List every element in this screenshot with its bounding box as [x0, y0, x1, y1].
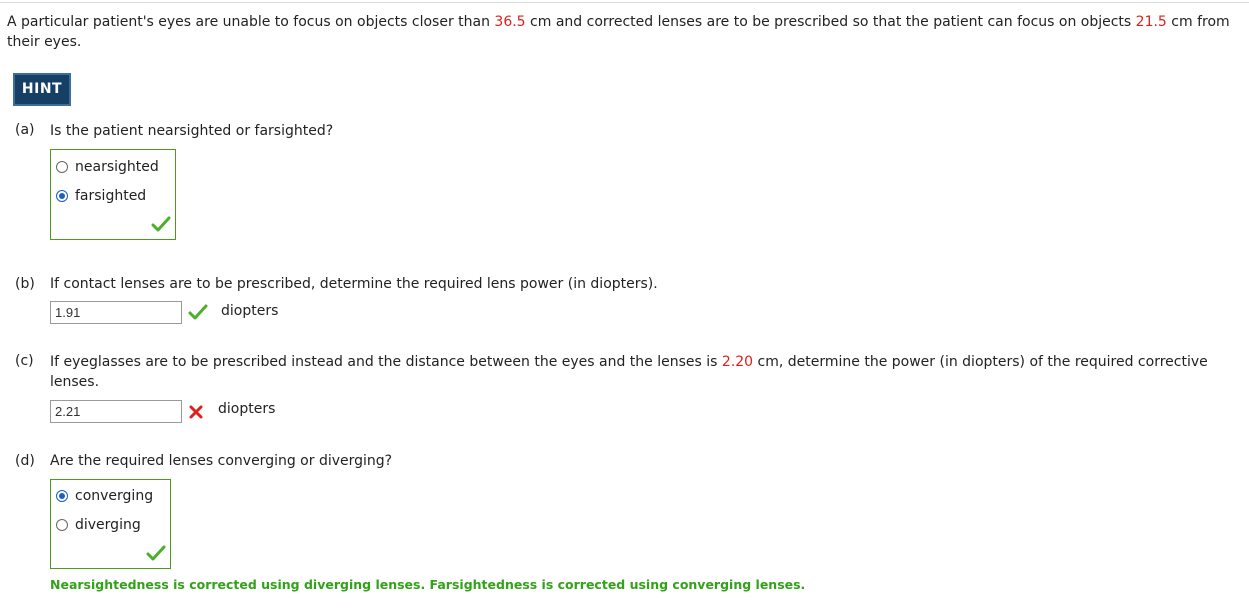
option-diverging-label: diverging [75, 517, 141, 533]
part-c-value-distance: 2.20 [721, 354, 754, 370]
part-d-feedback: Nearsightedness is corrected using diverging lenses. Farsightedness is corrected using converging lenses. [50, 577, 806, 592]
part-a-label: (a) [15, 122, 35, 138]
part-a-options [50, 149, 176, 240]
intro-text-3: cm from their eyes. [7, 14, 1230, 50]
part-c-answer-input[interactable]: 2.21 [50, 400, 182, 423]
part-d-label: (d) [15, 453, 35, 469]
option-farsighted[interactable] [56, 187, 146, 205]
hint-button[interactable]: HINT [13, 73, 71, 106]
correct-check-icon [188, 304, 208, 320]
option-nearsighted-label: nearsighted [75, 159, 159, 175]
part-b-label: (b) [15, 276, 35, 292]
incorrect-x-icon [188, 404, 204, 420]
part-d-options [50, 479, 171, 569]
intro-value-near-point: 36.5 [494, 14, 526, 30]
option-diverging[interactable] [56, 516, 141, 534]
part-c-text-2: cm, determine the power (in diopters) of the required corrective lenses. [50, 354, 1208, 390]
option-nearsighted[interactable] [56, 158, 159, 176]
part-c-label: (c) [15, 353, 34, 369]
option-converging-label: converging [75, 488, 154, 504]
part-c-question [50, 352, 1245, 392]
radio-farsighted[interactable] [56, 190, 68, 202]
radio-diverging[interactable] [56, 519, 68, 531]
part-a-question: Is the patient nearsighted or farsighted? [50, 123, 334, 139]
correct-check-icon [151, 216, 171, 232]
top-divider [0, 2, 1249, 3]
part-c-unit: diopters [218, 401, 276, 417]
radio-converging[interactable] [56, 490, 68, 502]
intro-text-2: cm and corrected lenses are to be prescribed so that the patient can focus on objects [525, 14, 1136, 30]
part-d-question: Are the required lenses converging or diverging? [50, 453, 393, 469]
part-c-text-1: If eyeglasses are to be prescribed instead and the distance between the eyes and the lenses is [50, 354, 722, 370]
correct-check-icon [146, 545, 166, 561]
radio-nearsighted[interactable] [56, 161, 68, 173]
part-b-unit: diopters [221, 303, 279, 319]
intro-value-target-distance: 21.5 [1135, 14, 1167, 30]
intro-text-1: A particular patient's eyes are unable to focus on objects closer than [7, 14, 495, 30]
part-b-answer-input[interactable]: 1.91 [50, 301, 182, 324]
part-b-question: If contact lenses are to be prescribed, determine the required lens power (in diopters). [50, 276, 658, 292]
option-converging[interactable] [56, 487, 153, 505]
option-farsighted-label: farsighted [75, 188, 147, 204]
problem-statement [7, 12, 1245, 52]
